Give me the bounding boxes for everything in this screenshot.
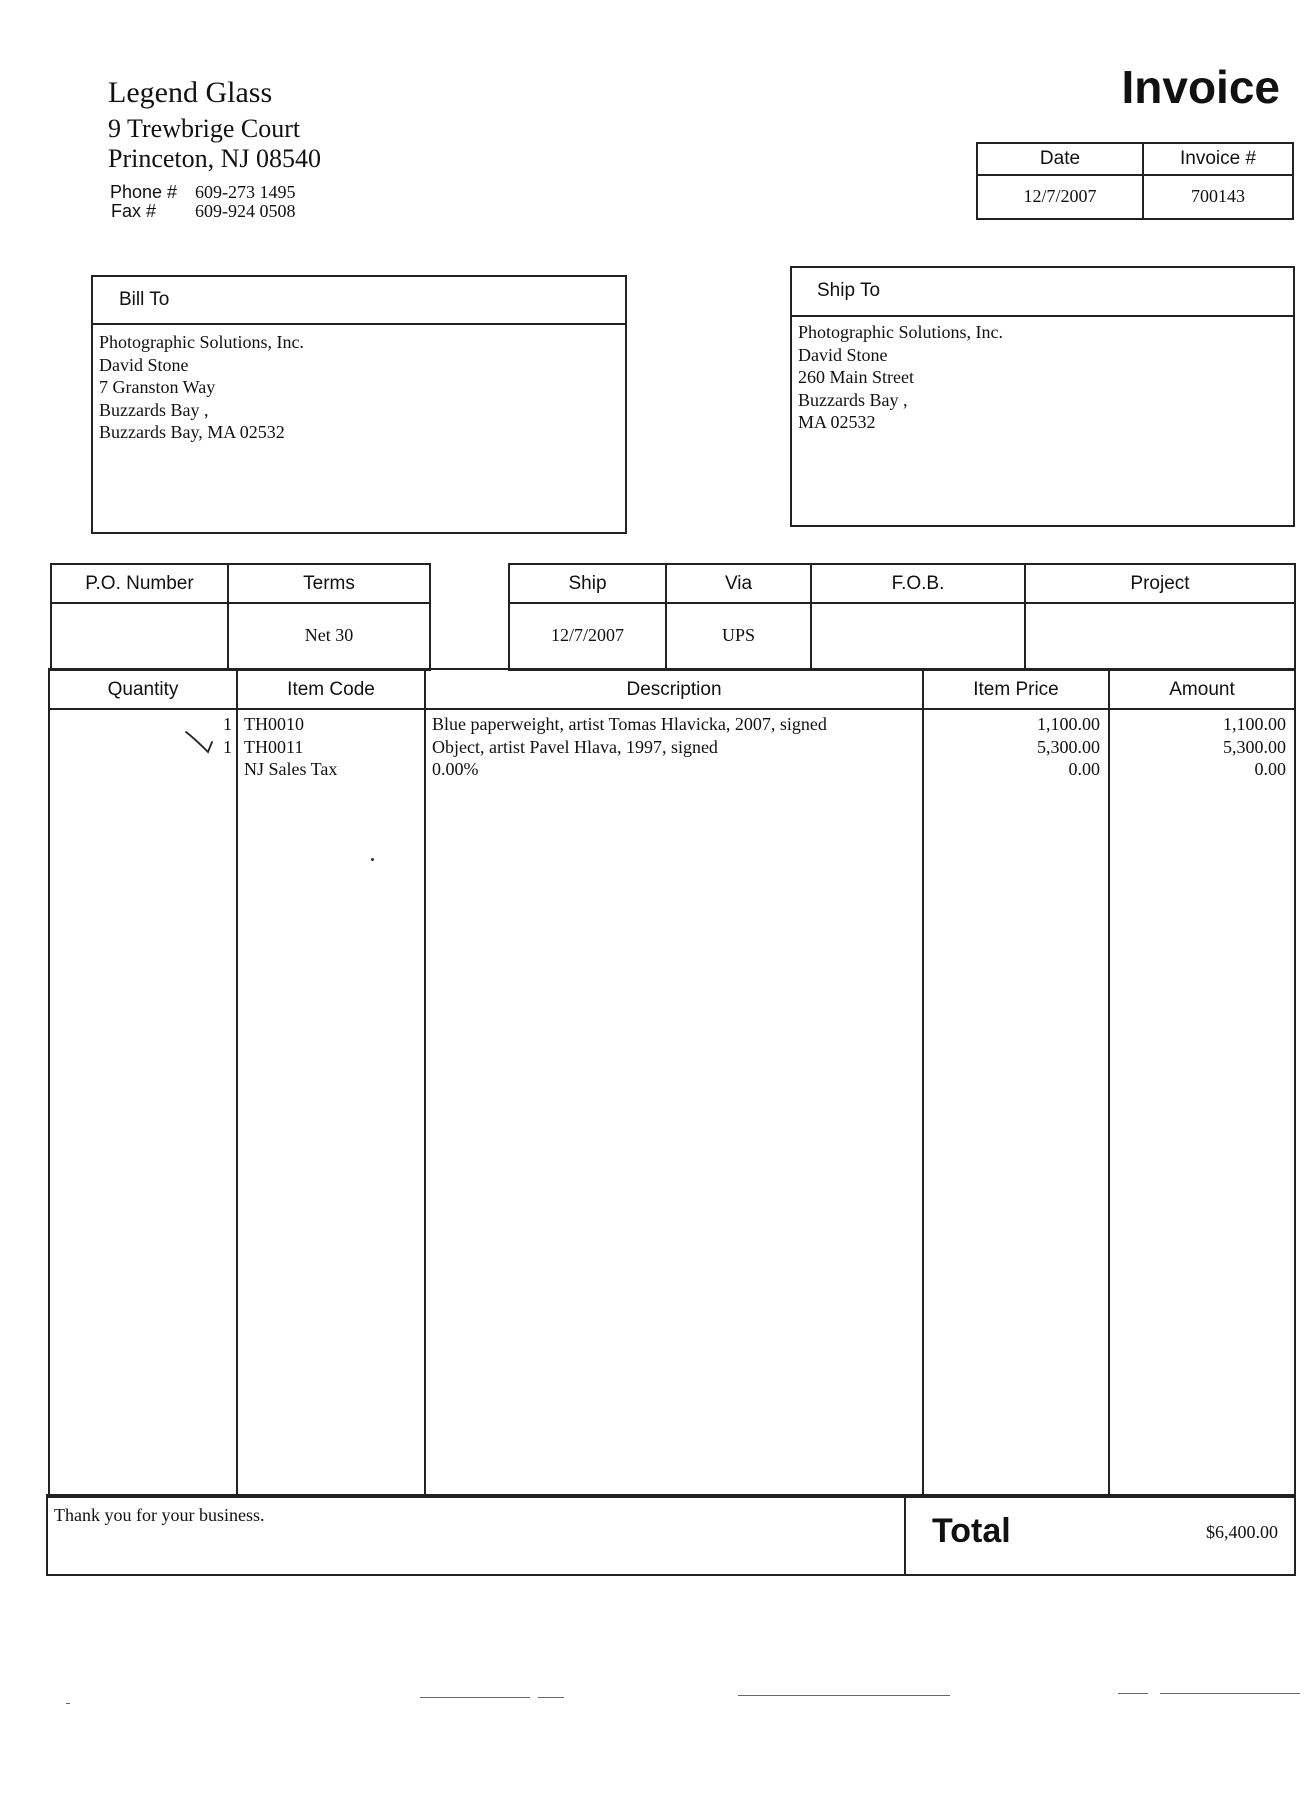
ship-to-label: Ship To (817, 280, 881, 301)
table-row-description: Blue paperweight, artist Tomas Hlavicka, 2007, signed (432, 714, 827, 734)
table-row-item-price: 5,300.00 (1037, 736, 1100, 757)
quantity-header: Quantity (107, 679, 179, 700)
document-title: Invoice (1121, 61, 1280, 113)
table-row-amount: 0.00 (1254, 759, 1286, 779)
invoice-number-label: Invoice # (1179, 148, 1257, 169)
total-label: Total (932, 1512, 1011, 1550)
terms-label: Terms (303, 573, 355, 594)
item-code-column (244, 713, 337, 781)
table-row-quantity: 1 (223, 714, 232, 734)
via-value: UPS (721, 625, 756, 645)
footer-box (46, 1494, 1296, 1576)
ship-date-value: 12/7/2007 (550, 625, 624, 645)
item-price-header: Item Price (973, 679, 1059, 700)
total-value: $6,400.00 (1206, 1522, 1278, 1542)
bill-to-line: 7 Granston Way (99, 377, 216, 397)
ship-to-line: MA 02532 (798, 412, 876, 432)
po-terms-box (50, 563, 431, 671)
bill-to-label: Bill To (119, 289, 170, 310)
table-row-item-code: NJ Sales Tax (244, 759, 338, 779)
company-street: 9 Trewbrige Court (108, 114, 301, 143)
po-number-label: P.O. Number (85, 573, 194, 594)
table-row-amount: 1,100.00 (1223, 714, 1286, 734)
fax-number: 609-924 0508 (195, 201, 296, 221)
scan-artifact-line (738, 1695, 950, 1696)
ship-date-label: Ship (568, 573, 607, 594)
amount-column (1110, 713, 1286, 781)
table-row-amount: 5,300.00 (1223, 736, 1286, 757)
item-price-column (924, 713, 1100, 781)
thank-you-message: Thank you for your business. (54, 1505, 265, 1525)
table-row-quantity: 1 (223, 736, 232, 757)
table-row-description: Object, artist Pavel Hlava, 1997, signed (432, 736, 718, 757)
bill-to-line: Buzzards Bay , (99, 399, 209, 420)
scan-artifact-line (420, 1697, 530, 1698)
table-row-quantity (50, 758, 232, 781)
bill-to-line: David Stone (99, 354, 189, 375)
table-row-item-code: TH0011 (244, 736, 304, 757)
scan-artifact-line (66, 1703, 70, 1704)
phone-label: Phone # (110, 182, 178, 202)
line-items-table (48, 668, 1296, 1498)
table-row-item-code: TH0010 (244, 714, 304, 734)
ship-to-line: Photographic Solutions, Inc. (798, 322, 1003, 342)
scan-artifact-line (1160, 1693, 1300, 1694)
table-row-description: 0.00% (432, 759, 479, 779)
table-row-item-price: 1,100.00 (1037, 714, 1100, 734)
ship-to-box (790, 266, 1295, 527)
ship-to-line: David Stone (798, 344, 888, 365)
bill-to-line: Photographic Solutions, Inc. (99, 332, 304, 352)
amount-header: Amount (1169, 679, 1235, 700)
description-column (432, 713, 827, 781)
table-row-item-price: 0.00 (1068, 759, 1100, 779)
handwritten-check-mark (184, 728, 224, 758)
date-invoice-box (976, 142, 1294, 220)
terms-value: Net 30 (304, 625, 354, 645)
description-header: Description (626, 679, 722, 700)
ship-to-line: 260 Main Street (798, 367, 914, 387)
date-label: Date (1039, 148, 1081, 169)
invoice-date: 12/7/2007 (1023, 186, 1097, 206)
project-label: Project (1130, 573, 1190, 594)
invoice-number: 700143 (1191, 186, 1245, 206)
scan-speck (371, 858, 374, 861)
via-label: Via (724, 573, 753, 594)
bill-to-line: Buzzards Bay, MA 02532 (99, 422, 285, 442)
item-code-header: Item Code (287, 679, 375, 700)
company-name: Legend Glass (108, 76, 273, 109)
fob-label: F.O.B. (891, 573, 945, 594)
fax-label: Fax # (111, 201, 157, 221)
bill-to-address (99, 331, 304, 444)
scan-artifact-line (538, 1697, 564, 1698)
shipping-info-box (508, 563, 1296, 671)
company-city-state-zip: Princeton, NJ 08540 (108, 144, 322, 173)
phone-number: 609-273 1495 (195, 182, 296, 202)
scan-artifact-line (1118, 1693, 1148, 1694)
bill-to-box (91, 275, 627, 534)
ship-to-line: Buzzards Bay , (798, 389, 908, 410)
ship-to-address (798, 321, 1003, 434)
